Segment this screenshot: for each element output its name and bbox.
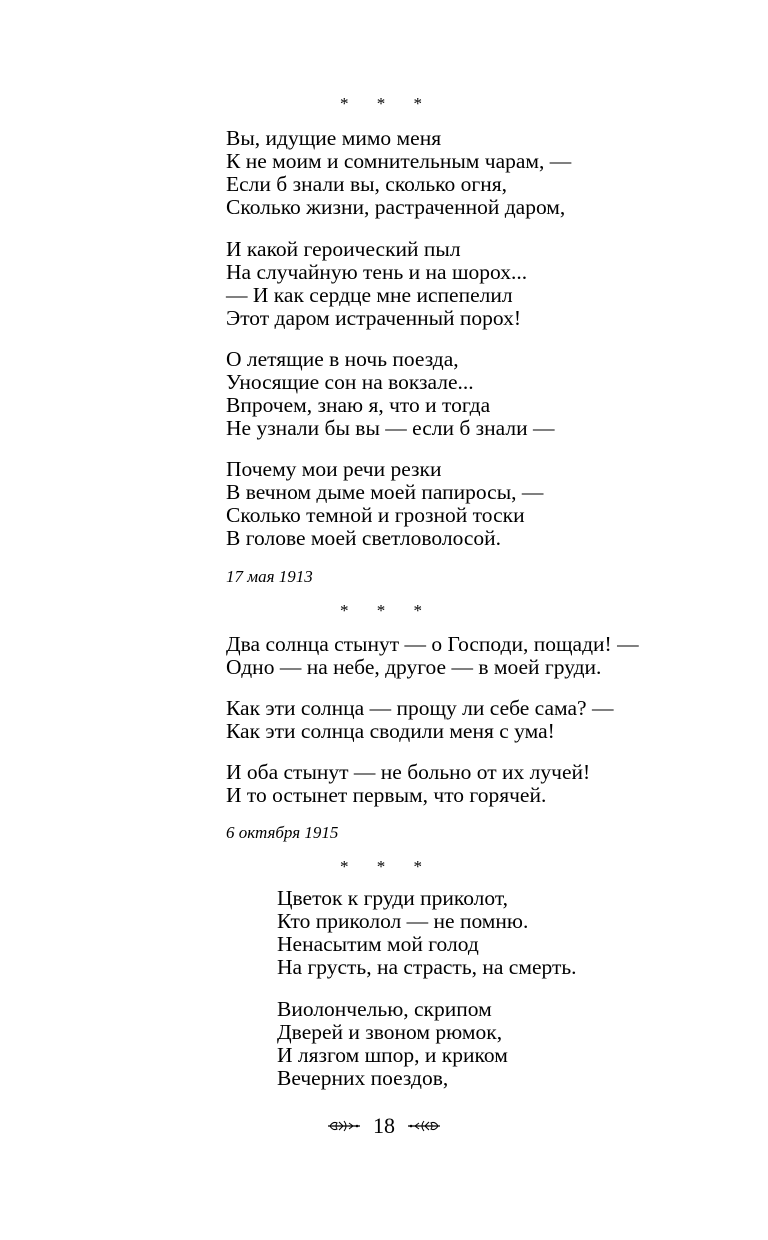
- stanza: [226, 633, 639, 679]
- poem-date: 17 мая 1913: [226, 567, 313, 586]
- stanza: [226, 697, 613, 743]
- section-separator: * * *: [340, 601, 434, 620]
- verse-line: Почему мои речи резки: [226, 457, 442, 481]
- verse-line: И оба стынут — не больно от их лучей!: [226, 760, 591, 784]
- verse-line: Впрочем, знаю я, что и тогда: [226, 393, 491, 417]
- verse-line: Виолончелью, скрипом: [277, 997, 492, 1021]
- verse-line: В вечном дыме моей папиросы, —: [226, 480, 544, 504]
- verse-line: Кто приколол — не помню.: [277, 909, 529, 933]
- verse-line: Дверей и звоном рюмок,: [277, 1020, 503, 1044]
- verse-line: Если б знали вы, сколько огня,: [226, 172, 508, 196]
- verse-line: К не моим и сомнительным чарам, —: [226, 149, 572, 173]
- stanza: [226, 458, 543, 550]
- section-separator: * * *: [340, 94, 434, 113]
- verse-line: И какой героический пыл: [226, 237, 461, 261]
- verse-line: Вечерних поездов,: [277, 1066, 449, 1090]
- verse-line: На грусть, на страсть, на смерть.: [277, 955, 577, 979]
- verse-line: Сколько темной и грозной тоски: [226, 503, 525, 527]
- section-separator: * * *: [340, 857, 434, 876]
- verse-line: Этот даром истраченный порох!: [226, 306, 522, 330]
- verse-line: О летящие в ночь поезда,: [226, 347, 459, 371]
- verse-line: Два солнца стынут — о Господи, пощади! —: [226, 632, 639, 656]
- stanza: [226, 238, 527, 330]
- left-ornament-icon: [327, 1119, 361, 1133]
- verse-line: Ненасытим мой голод: [277, 932, 479, 956]
- verse-line: Не узнали бы вы — если б знали —: [226, 416, 555, 440]
- verse-line: — И как сердце мне испепелил: [226, 283, 513, 307]
- verse-line: Уносящие сон на вокзале...: [226, 370, 474, 394]
- stanza: [277, 887, 577, 979]
- verse-line: Сколько жизни, растраченной даром,: [226, 195, 566, 219]
- verse-line: И то остынет первым, что горячей.: [226, 783, 547, 807]
- stanza: [277, 998, 508, 1090]
- page-number: 18: [373, 1113, 395, 1139]
- right-ornament-icon: [407, 1119, 441, 1133]
- verse-line: Цветок к груди приколот,: [277, 886, 509, 910]
- stanza: [226, 761, 590, 807]
- verse-line: Как эти солнца сводили меня с ума!: [226, 719, 555, 743]
- verse-line: Одно — на небе, другое — в моей груди.: [226, 655, 602, 679]
- verse-line: Как эти солнца — прощу ли себе сама? —: [226, 696, 614, 720]
- verse-line: На случайную тень и на шорох...: [226, 260, 528, 284]
- verse-line: И лязгом шпор, и криком: [277, 1043, 508, 1067]
- page-footer: [0, 1112, 768, 1140]
- stanza: [226, 127, 571, 219]
- verse-line: Вы, идущие мимо меня: [226, 126, 442, 150]
- poem-date: 6 октября 1915: [226, 823, 339, 842]
- verse-line: В голове моей светловолосой.: [226, 526, 502, 550]
- stanza: [226, 348, 555, 440]
